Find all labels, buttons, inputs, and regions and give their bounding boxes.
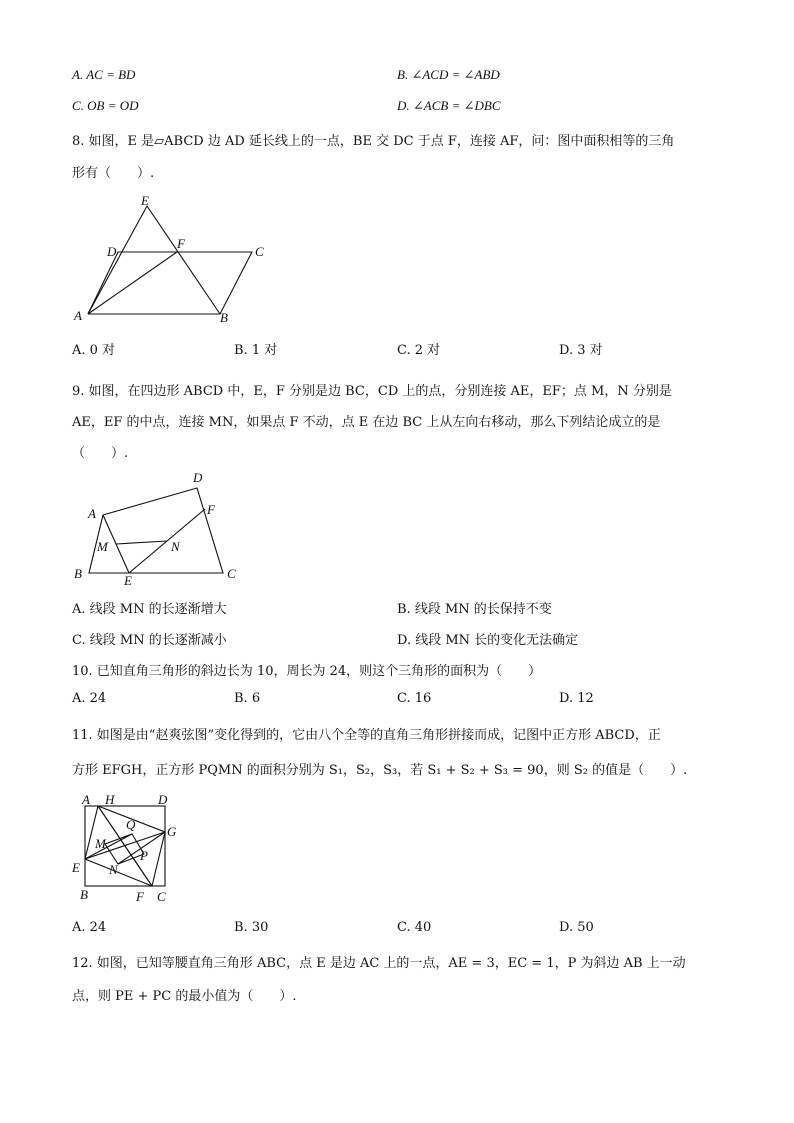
q7-option-a: A. AC = BD — [72, 67, 136, 82]
q9-label-n: N — [171, 539, 180, 554]
q8-option-a: A. 0 对 — [72, 343, 116, 358]
q10-option-d: D. 12 — [559, 691, 594, 706]
q9-label-f: F — [207, 502, 215, 517]
q12-stem-line2: 点，则 PE + PC 的最小值为（ ）. — [72, 989, 297, 1004]
q10-stem: 10. 已知直角三角形的斜边长为 10，周长为 24，则这个三角形的面积为（ ） — [72, 664, 542, 679]
q9-option-d: D. 线段 MN 长的变化无法确定 — [397, 633, 579, 648]
q9-figure — [68, 465, 248, 590]
q9-option-c: C. 线段 MN 的长逐渐减小 — [72, 633, 227, 648]
q9-label-a: A — [88, 506, 96, 521]
q12-stem-line1: 12. 如图，已知等腰直角三角形 ABC，点 E 是边 AC 上的一点，AE = 3，EC = 1，P 为斜边 AB 上一动 — [72, 956, 686, 971]
q11-option-c: C. 40 — [397, 920, 432, 935]
q10-option-b: B. 6 — [234, 691, 261, 706]
q11-label-g: G — [167, 824, 177, 839]
q11-label-q: Q — [126, 817, 136, 832]
q11-label-h: H — [105, 792, 115, 807]
q11-label-b: B — [80, 887, 88, 902]
q9-option-b: B. 线段 MN 的长保持不变 — [397, 602, 552, 617]
q11-figure — [68, 792, 183, 912]
q8-option-b: B. 1 对 — [234, 343, 278, 358]
q11-label-d: D — [158, 792, 168, 807]
q11-option-a: A. 24 — [72, 920, 107, 935]
q11-label-f: F — [136, 889, 144, 904]
q11-label-n: N — [109, 862, 118, 877]
q8-option-d: D. 3 对 — [559, 343, 603, 358]
q9-stem-line3: （ ）. — [72, 446, 129, 461]
q8-stem-line2: 形有（ ）. — [72, 166, 155, 181]
q11-option-b: B. 30 — [234, 920, 269, 935]
q8-label-c: C — [255, 244, 264, 259]
q8-label-a: A — [74, 308, 82, 323]
q8-label-d: D — [107, 244, 117, 259]
q9-label-c: C — [227, 566, 236, 581]
q9-label-d: D — [193, 470, 203, 485]
q9-stem-line2: AE，EF 的中点，连接 MN，如果点 F 不动，点 E 在边 BC 上从左向右移动，那么下列结论成立的是 — [72, 415, 661, 430]
q9-label-m: M — [97, 539, 108, 554]
q9-label-e: E — [124, 573, 132, 588]
q9-label-b: B — [74, 566, 82, 581]
q10-option-c: C. 16 — [397, 691, 432, 706]
q11-label-e: E — [72, 860, 80, 875]
q8-label-f: F — [177, 236, 185, 251]
q7-option-b: B. ∠ACD = ∠ABD — [397, 67, 500, 82]
q11-label-p: P — [140, 848, 148, 863]
q8-label-b: B — [220, 310, 228, 325]
q10-option-a: A. 24 — [72, 691, 107, 706]
q9-stem-line1: 9. 如图，在四边形 ABCD 中，E，F 分别是边 BC，CD 上的点，分别连接 AE，EF；点 M，N 分别是 — [72, 384, 672, 399]
q7-option-d: D. ∠ACB = ∠DBC — [397, 98, 501, 113]
q11-label-c: C — [157, 889, 166, 904]
q8-option-c: C. 2 对 — [397, 343, 441, 358]
q11-option-d: D. 50 — [559, 920, 594, 935]
q8-stem-line1: 8. 如图，E 是▱ABCD 边 AD 延长线上的一点，BE 交 DC 于点 F，连接 AF，问：图中面积相等的三角 — [72, 134, 675, 149]
q11-stem-line1: 11. 如图是由“赵爽弦图”变化得到的，它由八个全等的直角三角形拼接而成，记图中正方形 ABCD，正 — [72, 728, 661, 743]
q11-label-a: A — [82, 792, 90, 807]
q11-stem-line2: 方形 EFGH，正方形 PQMN 的面积分别为 S₁，S₂，S₃，若 S₁ + S₂ + S₃ = 90，则 S₂ 的值是（ ）. — [72, 763, 688, 778]
q7-option-c: C. OB = OD — [72, 98, 139, 113]
q9-option-a: A. 线段 MN 的长逐渐增大 — [72, 602, 227, 617]
q11-label-m: M — [95, 836, 106, 851]
q8-figure — [70, 190, 280, 325]
q8-label-e: E — [141, 193, 149, 208]
